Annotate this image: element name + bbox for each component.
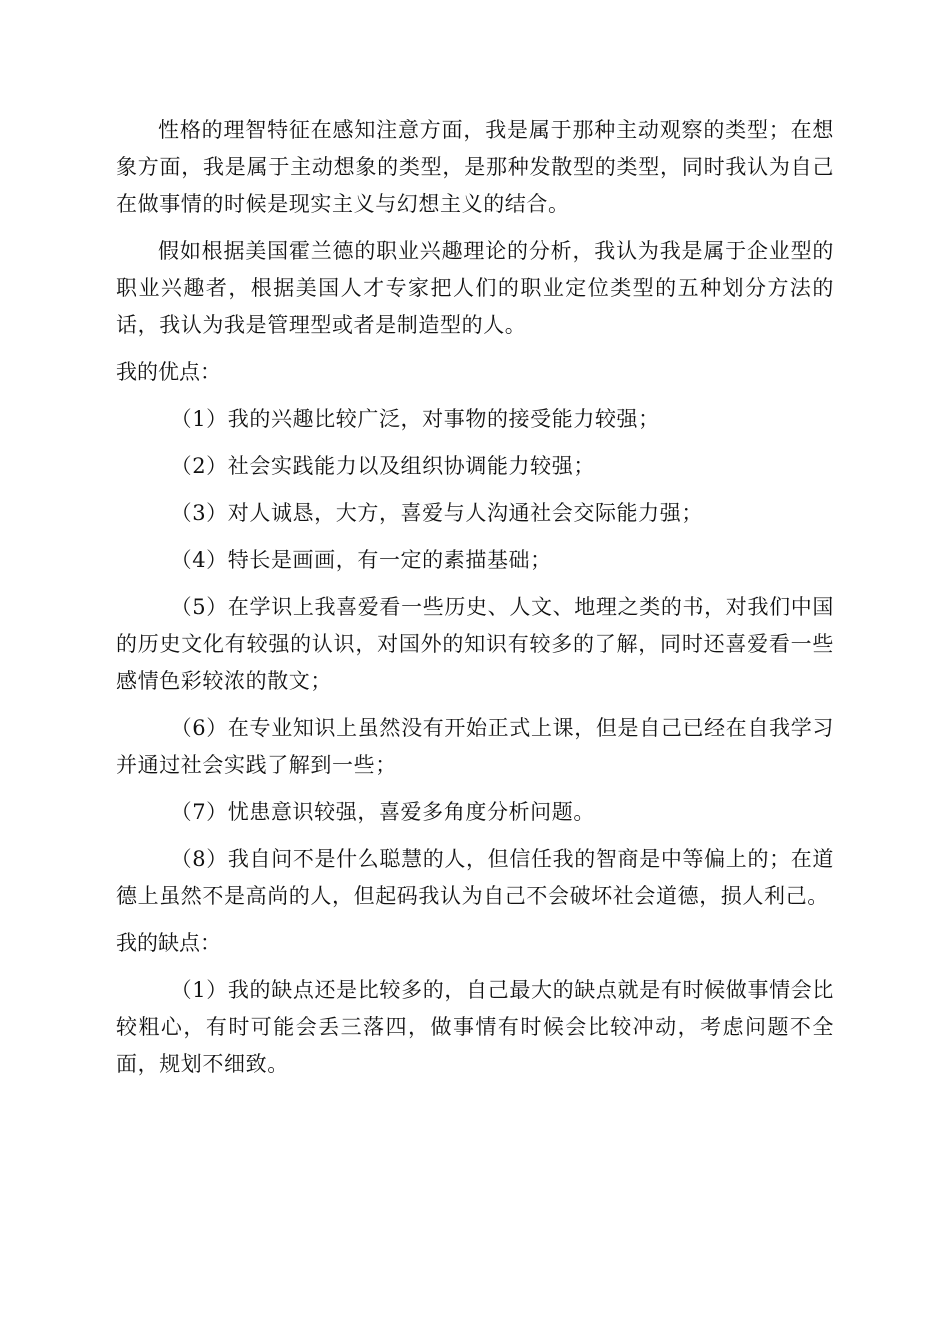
strength-item-3: （3）对人诚恳，大方，喜爱与人沟通社会交际能力强； xyxy=(170,501,703,525)
strength-item-7: （7）忧患意识较强，喜爱多角度分析问题。 xyxy=(170,800,595,824)
weaknesses-heading: 我的缺点： xyxy=(116,931,221,955)
strengths-heading: 我的优点： xyxy=(116,360,221,384)
document-body xyxy=(116,112,834,1093)
strength-item-4: （4）特长是画画，有一定的素描基础； xyxy=(170,548,552,572)
paragraph-personality: 性格的理智特征在感知注意方面，我是属于那种主动观察的类型；在想象方面，我是属于主动想象的类型，是那种发散型的类型，同时我认为自己在做事情的时候是现实主义与幻想主义的结合。 xyxy=(116,118,834,216)
strength-item-6: （6）在专业知识上虽然没有开始正式上课，但是自己已经在自我学习并通过社会实践了解到一些； xyxy=(116,716,834,777)
strength-item-8: （8）我自问不是什么聪慧的人，但信任我的智商是中等偏上的；在道德上虽然不是高尚的人，但起码我认为自己不会破坏社会道德，损人利己。 xyxy=(116,847,834,908)
weakness-item-1: （1）我的缺点还是比较多的，自己最大的缺点就是有时候做事情会比较粗心，有时可能会丢三落四，做事情有时候会比较冲动，考虑问题不全面，规划不细致。 xyxy=(116,978,834,1076)
strength-item-5: （5）在学识上我喜爱看一些历史、人文、地理之类的书，对我们中国的历史文化有较强的认识，对国外的知识有较多的了解，同时还喜爱看一些感情色彩较浓的散文； xyxy=(116,595,834,693)
paragraph-career-interest: 假如根据美国霍兰德的职业兴趣理论的分析，我认为我是属于企业型的职业兴趣者，根据美国人才专家把人们的职业定位类型的五种划分方法的话，我认为我是管理型或者是制造型的人。 xyxy=(116,239,834,337)
strength-item-2: （2）社会实践能力以及组织协调能力较强； xyxy=(170,454,595,478)
strength-item-1: （1）我的兴趣比较广泛，对事物的接受能力较强； xyxy=(170,407,660,431)
